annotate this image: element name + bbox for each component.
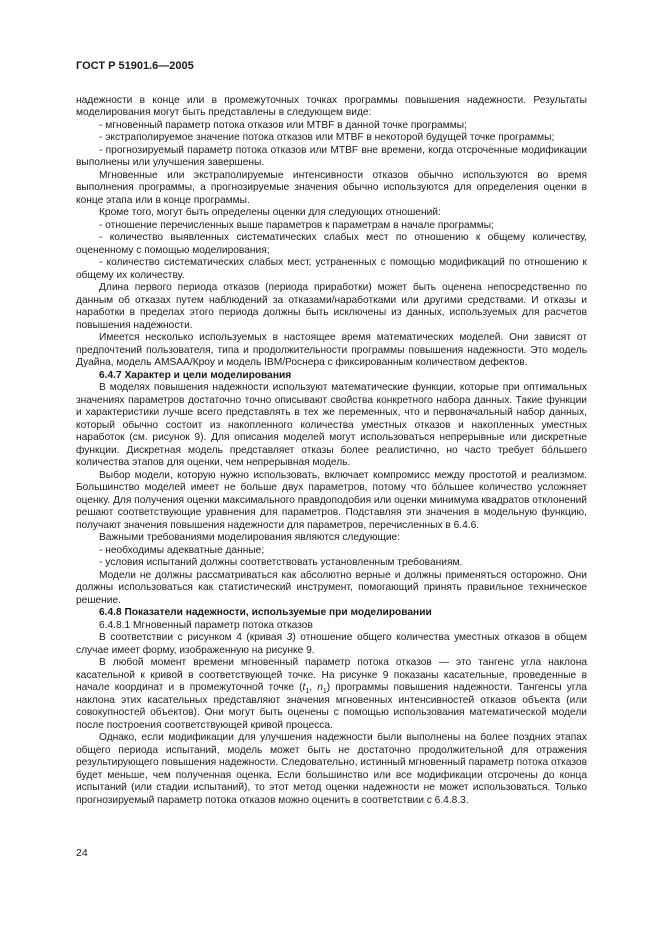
paragraph: надежности в конце или в промежуточных точках программы повышения надежности. Результаты моделирования могут быть представлены в следующем виде: [76,94,587,118]
subscript: 1 [322,688,327,696]
text-span: ) отношение общего количества уместных отказов в общем случае имеет форму, изображенную на рисунке 9. [76,632,587,656]
page-number: 24 [76,847,88,859]
text-span: В соответствии с рисунком 4 (кривая [99,632,287,643]
paragraph: Выбор модели, которую нужно использовать, включает компромисс между простотой и реализмом. Большинство моделей имеет не больше двух параметров, потому что бо́льшее количество усложняет оценку. Для получения оценки максимального правдоподобия или оценки минимума квадратов отклонений решают соответствующие уравнения для параметров. Подставляя эти значения в модельную функцию, получают значения повышения надежности для параметров, перечисленных в 6.4.6. [76,469,587,531]
document-header: ГОСТ Р 51901.6—2005 [76,60,194,72]
paragraph: Однако, если модификации для улучшения надежности были выполнены на более поздних этапах общего периода испытаний, модель может быть не достаточно продолжительной для отражения результирующего повышения надежности. Следовательно, истинный мгновенный параметр потока отказов будет меньше, чем полученная оценка. Если большинство или все модификации отсрочены до конца испытаний (или стадии испытаний), то этот метод оценки надежности не может использоваться. Только прогнозируемый параметр потока отказов можно оценить в соответствии с 6.4.8.3. [76,732,587,806]
paragraph: В моделях повышения надежности используют математические функции, которые при оптимальных значениях параметров достаточно точно описывают свойства конкретного набора данных. Такие функции и характеристики лучше всего представлять в тех же переменных, что и первоначальный набор данных, который обычно состоит из накопленного количества уместных отказов и накопленных уместных наработок (см. рисунок 9). Для описания моделей могут использоваться непрерывные или дискретные функции. Дискретная модель представляет отказы более реалистично, но часто требует бо́льшего количества этапов для оценки, чем непрерывная модель. [76,382,587,468]
paragraph [76,632,587,657]
variable-t: t [302,682,306,693]
paragraph: Модели не должны рассматриваться как абсолютно верные и должны применяться осторожно. Они должны использоваться как статистический инструмент, помогающий принять правильное техническое решение. [76,569,587,606]
section-heading: 6.4.7 Характер и цели моделирования [99,369,292,381]
paragraph [76,657,587,732]
list-item: - мгновенный параметр потока отказов или MTBF в данной точке программы; [99,119,467,131]
list-item: - количество выявленных систематических слабых мест по отношению к общему количеству, оцененному с помощью моделирования; [76,232,587,256]
list-item: - необходимы адекватные данные; [99,544,265,556]
list-item: - экстраполируемое значение потока отказов или MTBF в некоторой будущей точке программы; [99,132,555,143]
text-span: , [309,682,318,693]
paragraph: Длина первого периода отказов (периода приработки) может быть оценена непосредственно по данным об отказах путем наблюдений за отказами/наработками или другими средствами. И отказы и наработки в пределах этого периода должны быть исключены из данных, используемых для расчетов повышения надежности. [76,282,587,331]
subsection-heading: 6.4.8.1 Мгновенный параметр потока отказов [99,619,313,631]
list-item: - прогнозируемый параметр потока отказов или MTBF вне времени, когда отсроченные модификации выполнены или улучшения завершены. [76,144,587,168]
paragraph: Имеется несколько используемых в настоящее время математических моделей. Они зависят от предпочтений пользователя, типа и продолжительности программы повышения надежности. Это модель Дуайна, модель AMSAA/Кроу и модель IBM/Роснера с фиксированным количеством дефектов. [76,332,587,368]
list-item: - отношение перечисленных выше параметров к параметрам в начале программы; [99,219,494,231]
paragraph: Кроме того, могут быть определены оценки для следующих отношений: [99,207,441,218]
curve-number: 3 [286,632,293,643]
text-span: В любой момент времени мгновенный параметр потока отказов — это тангенс угла наклона касательной к кривой в соответствующей точке. На рисунке 9 показаны касательные, проведенные в начале координат и в промежуточной точке ( [76,657,587,693]
subscript: 1 [305,688,310,696]
section-heading: 6.4.8 Показатели надежности, используемые при моделировании [99,607,432,618]
variable-n: n [317,682,323,693]
document-page [76,60,587,807]
paragraph: Важными требованиями моделирования являются следующие: [99,532,401,543]
list-item: - количество систематических слабых мест, устраненных с помощью модификаций по отношению к общему их количеству. [76,257,587,281]
text-span: ) программы повышения надежности. Тангенсы угла наклона этих касательных представляют значения мгновенных интенсивностей отказов объекта (или совокупностей объектов). Они могут быть оценены с помощью использования математической модели после построения соответствующей кривой процесса. [76,682,587,731]
paragraph: Мгновенные или экстраполируемые интенсивности отказов обычно используются во время выполнения программы, а прогнозируемые значения обычно используются для определения оценки в конце этапа или в конце программы. [76,169,587,206]
list-item: - условия испытаний должны соответствовать установленным требованиям. [99,557,463,568]
